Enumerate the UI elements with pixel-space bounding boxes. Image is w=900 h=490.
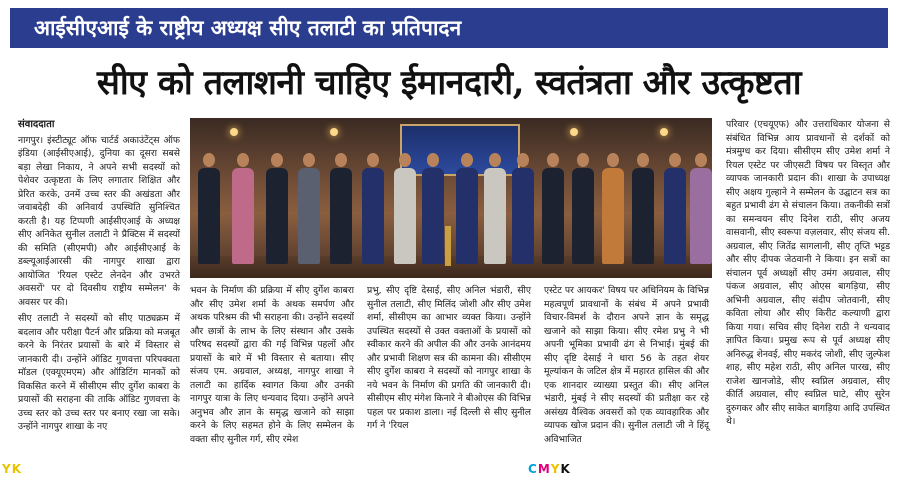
ceiling-light — [330, 128, 338, 136]
article-column-2 — [190, 284, 354, 452]
byline: संवाददाता — [18, 119, 55, 130]
article-column-3 — [367, 284, 531, 452]
person-figure — [484, 153, 506, 264]
ceiling-light — [660, 128, 668, 136]
print-mark-m: M — [537, 462, 551, 476]
print-mark-left — [2, 462, 22, 476]
person-figure — [456, 153, 478, 264]
article-paragraph: परिवार (एचयूएफ) और उत्तराधिकार योजना से संबंधित विभिन्न आय प्रावधानों से दर्शकों को मंत्रमुग्ध कर दिया। सीसीएम सीए उमेश शर्मा ने रियल एस्टेट पर जीएसटी विषय पर विस्तृत और व्यापक जानकारी प्रदान की। शाखा के उपाध्यक्ष सीए अक्षय गुल्हाने ने सम्मेलन के उद्घाटन सत्र का बहुत प्रभावी ढंग से संचालन किया। तकनीकी सत्रों का समन्वयन सीए दिनेश राठी, सीए अजय वासवानी, सीए स्वरूपा वज़लवार, सीए संजय सी. अग्रवाल, सीए जितेंद्र सागलानी, सीए तृप्ति भट्टड और सीए दीपक जेठवानी ने किया। इन सत्रों का संचालन पूर्व अध्यक्षों सीए उमंग अग्रवाल, सीए पंकज अग्रवाल, सीए ओएस बागड़िया, सीए अभिनी अग्रवाल, सीए संदीप जोतवानी, सीए कविता लोया और सीए किरीट कल्याणी द्वारा किया गया। सचिव सीए दिनेश राठी ने धन्यवाद ज्ञापित किया। प्रमुख रूप से पूर्व अध्यक्ष सीए अनिरुद्ध शेनवई, सीए मकरंद जोशी, सीए जुल्फेश शाह, सीए महेश राठी, सीए अनिल पारख, सीए राजेश खानजोडे, सीए स्वप्निल अग्रवाल, सीए कीर्ति अग्रवाल, सीए स्वप्निल घाटे, सीए सुरेन दुरुगकर और सीए साकेत बागड़िया आदि उपस्थित थे। — [726, 119, 890, 427]
event-photo — [190, 118, 712, 278]
article-paragraph: सीए तलाटी ने सदस्यों को सीए पाठ्यक्रम में बदलाव और परीक्षा पैटर्न और प्रक्रिया को मजबूत करने के निरंतर प्रयासों के बारे में विस्तार से जानकारी दी। उन्होंने ऑडिट गुणवत्ता परिपक्वता मॉडल (एक्यूएमएम) और ऑडिटिंग मानकों को विकसित करने में सीसीएम सीए दुर्गेश काबरा के प्रयासों की सराहना की ताकि ऑडिट गुणवत्ता के उच्च स्तर को उच्च स्तर पर बनाए रखा जा सके। उन्होंने नागपुर शाखा के नए — [18, 313, 180, 432]
person-figure — [690, 153, 712, 264]
person-figure — [422, 153, 444, 264]
print-mark-c: C — [528, 462, 538, 476]
ceiling-light — [230, 128, 238, 136]
article-paragraph: भवन के निर्माण की प्रक्रिया में सीए दुर्गेश काबरा और सीए उमेश शर्मा के अथक समर्पण और अथक परिश्रम की भी सराहना की। उन्होंने सदस्यों और छात्रों के लाभ के लिए संस्थान और उसके परिषद सदस्यों द्वारा की गई विभिन्न पहलों और प्रयासों के बारे में भी विस्तार से बताया। सीए संजय एम. अग्रवाल, अध्यक्ष, नागपुर शाखा ने तलाटी का हार्दिक स्वागत किया और उनकी नागपुर यात्रा के लिए धन्यवाद दिया। उन्होंने अपने अनुभव और ज्ञान के समृद्ध खजाने को साझा करने के लिए सहमत होने के लिए सम्मेलन के वक्ता सीए सुनील गर्ग, सीए रमेश — [190, 285, 354, 445]
person-figure — [512, 153, 534, 264]
ceremonial-lamp — [445, 226, 451, 266]
person-figure — [664, 153, 686, 264]
person-figure — [362, 153, 384, 264]
banner-title: आईसीएआई के राष्ट्रीय अध्यक्ष सीए तलाटी का प्रतिपादन — [34, 16, 462, 40]
print-mark-y: Y — [550, 462, 561, 476]
person-figure — [542, 153, 564, 264]
article-paragraph: एस्टेट पर आयकर' विषय पर अधिनियम के विभिन्न महत्वपूर्ण प्रावधानों के संबंध में अपने प्रभावी विचार-विमर्श के दौरान अपने ज्ञान के समृद्ध खजाने को साझा किया। सीए रमेश प्रभु ने भी अपनी भूमिका प्रभावी ढंग से निभाई। मुंबई की सीए दृष्टि देसाई ने धारा 56 के तहत शेयर मूल्यांकन के जटिल क्षेत्र में महारत हासिल की और एक शानदार व्याख्या प्रस्तुत की। सीए अनिल भंडारी, मुंबई ने सीए सदस्यों की प्रतीक्षा कर रहे असंख्य वैश्विक अवसरों को एक व्यावहारिक और व्यापक खोज प्रदान की। सुनील तलाटी जी ने हिंदू अविभाजित — [544, 285, 709, 445]
print-mark-cmyk — [528, 462, 571, 476]
print-mark-k: K — [560, 462, 571, 476]
person-figure — [266, 153, 288, 264]
article-paragraph: नागपुर। इंस्टीट्यूट ऑफ चार्टर्ड अकाउंटेंट्स ऑफ इंडिया (आईसीएआई), दुनिया का दूसरा सबसे बड़ा लेखा निकाय, ने अपने सभी सदस्यों को पेशेवर उत्कृष्टता के लिए लगातार शिक्षित और प्रेरित करके, उनमें उच्च स्तर की अखंडता और जवाबदेही की अनिवार्य उपस्थिति सुनिश्चित करती है। यह टिप्पणी आईसीएआई के अध्यक्ष सीए अनिकेत सुनील तलाटी ने प्रैक्टिस में सदस्यों की समिति (सीएमपी) और आईसीएआई के डब्ल्यूआईआरसी की नागपुर शाखा द्वारा आयोजित 'रियल एस्टेट लेनदेन और उभरते अवसरों' पर दो दिवसीय राष्ट्रीय सम्मेलन' के अवसर पर की। — [18, 134, 180, 308]
print-mark-text: YK — [2, 462, 22, 476]
article-column-1 — [18, 118, 180, 448]
article-column-4 — [544, 284, 709, 452]
section-banner — [10, 8, 888, 48]
headline: सीए को तलाशनी चाहिए ईमानदारी, स्वतंत्रता और उत्कृष्टता — [96, 63, 802, 103]
person-figure — [602, 153, 624, 264]
person-figure — [394, 153, 416, 264]
person-figure — [198, 153, 220, 264]
article-column-5 — [726, 118, 890, 454]
person-figure — [572, 153, 594, 264]
ceiling-light — [570, 128, 578, 136]
article-paragraph: प्रभु, सीए दृष्टि देसाई, सीए अनिल भंडारी, सीए सुनील तलाटी, सीए मिलिंद जोशी और सीए उमेश शर्मा, सीसीएम का आभार व्यक्त किया। उन्होंने उपस्थित सदस्यों से उक्त वक्ताओं के प्रयासों को स्वीकार करने की अपील की और उनके आनंदमय और प्रभावी शिक्षण सत्र की कामना की। सीसीएम सीए दुर्गेश काबरा ने सदस्यों को नागपुर शाखा के नये भवन के निर्माण की प्रगति की जानकारी दी। सीसीएम सीए मंगेश किनारे ने बीओएस की विभिन्न पहल पर प्रकाश डाला। नई दिल्ली से सीए सुनील गर्ग ने 'रियल — [367, 285, 531, 431]
person-figure — [298, 153, 320, 264]
person-figure — [330, 153, 352, 264]
person-figure — [632, 153, 654, 264]
person-figure — [232, 153, 254, 264]
